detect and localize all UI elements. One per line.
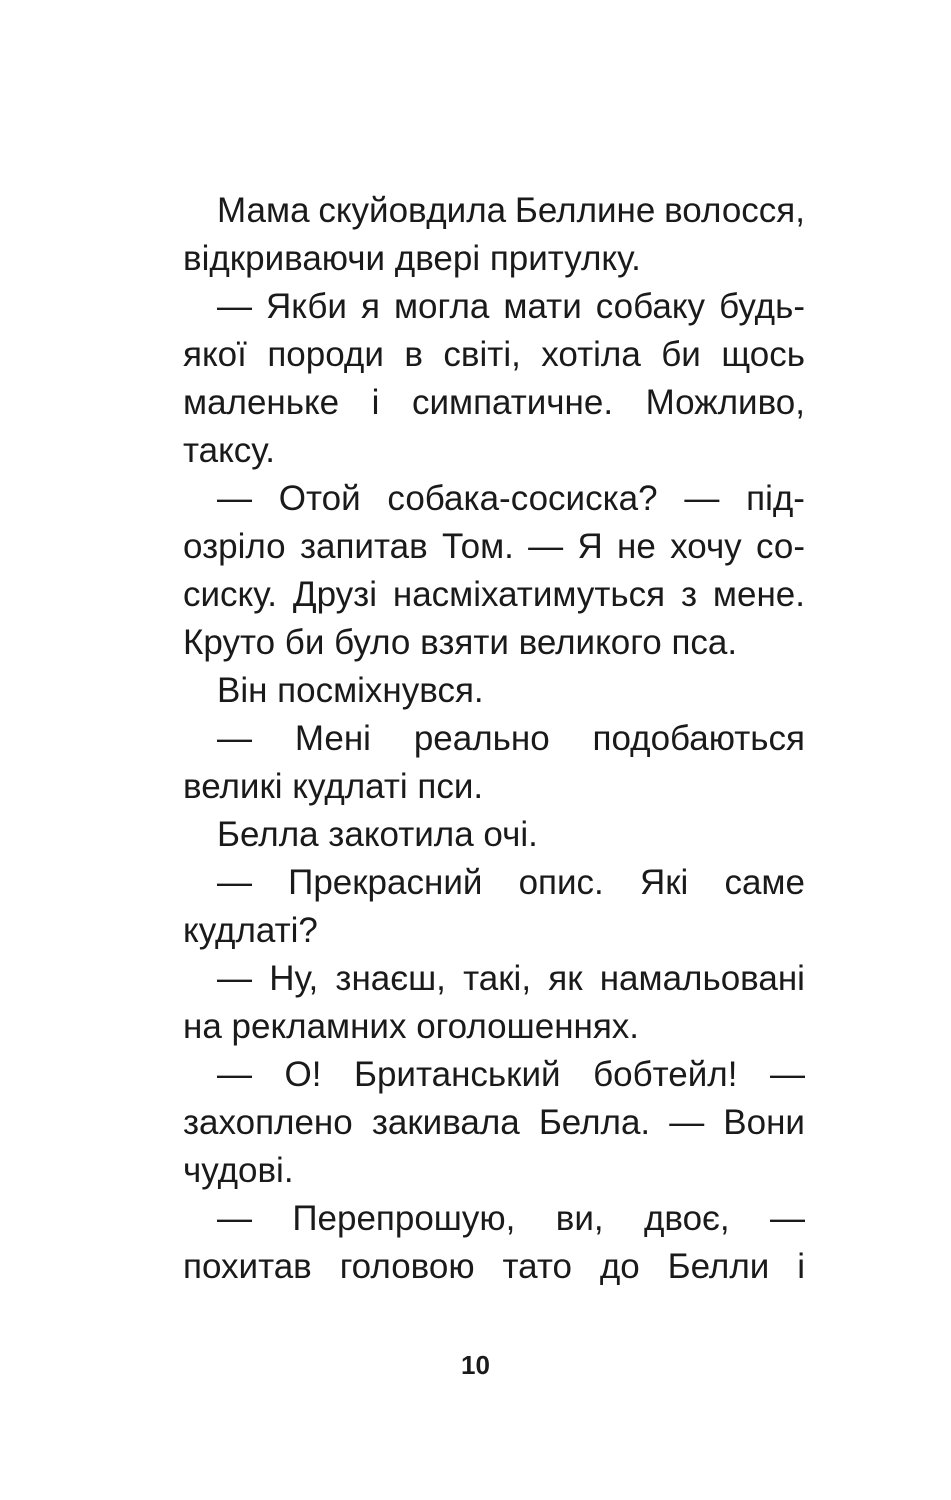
text-line: Белла закотила очі.	[217, 815, 538, 854]
text-line: сиску. Друзі насміхатимуться з мене.	[183, 575, 805, 614]
text-line: таксу.	[183, 431, 276, 470]
text-line: — Якби я могла мати собаку будь-	[217, 287, 805, 326]
text-line: захоплено закивала Белла. — Вони	[183, 1103, 805, 1142]
text-line: якої породи в світі, хотіла би щось	[183, 335, 805, 374]
text-line: кудлаті?	[183, 911, 318, 950]
text-line: — Ну, знаєш, такі, як намальовані	[217, 959, 805, 998]
text-line: на рекламних оголошеннях.	[183, 1007, 640, 1046]
text-line: — Прекрасний опис. Які саме	[217, 863, 805, 902]
text-line: Круто би було взяти великого пса.	[183, 623, 738, 662]
text-line: Мама скуйовдила Беллине волосся,	[217, 191, 805, 230]
text-line: — Перепрошую, ви, двоє, —	[217, 1199, 805, 1238]
page-number: 10	[461, 1350, 490, 1380]
text-line: чудові.	[183, 1151, 294, 1190]
text-line: похитав головою тато до Белли і	[183, 1247, 805, 1286]
text-line: — Мені реально подобаються	[217, 719, 805, 758]
text-line: — Отой собака-сосиска? — під-	[217, 479, 805, 518]
text-line: відкриваючи двері притулку.	[183, 239, 641, 278]
text-line: великі кудлаті пси.	[183, 767, 484, 806]
text-line: маленьке і симпатичне. Можливо,	[183, 383, 805, 422]
body-text	[183, 187, 805, 1291]
text-line: Він посміхнувся.	[217, 671, 484, 710]
text-line: озріло запитав Том. — Я не хочу со-	[183, 527, 805, 566]
text-line: — О! Британський бобтейл! —	[217, 1055, 805, 1094]
